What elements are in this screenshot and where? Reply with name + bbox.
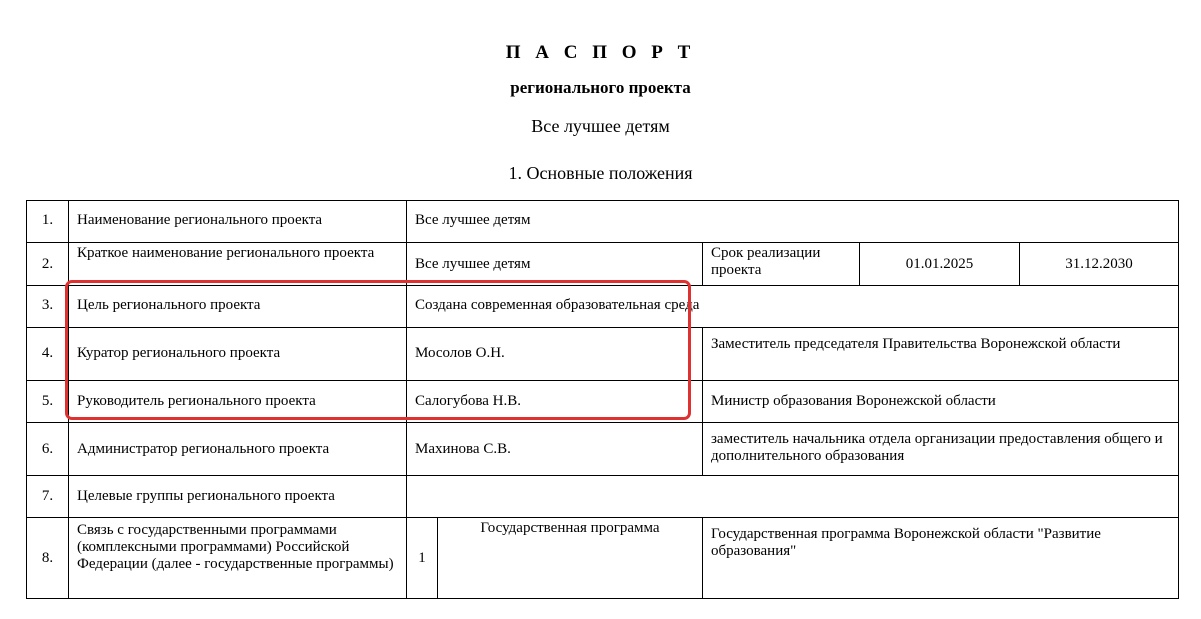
- row-border: [26, 517, 1179, 518]
- row-number: 5.: [41, 393, 54, 409]
- row-position: Заместитель председателя Правительства Воронежской области: [711, 336, 1121, 352]
- row-position: заместитель начальника отдела организации предоставления общего и дополнительного образования: [711, 431, 1163, 464]
- document-title: П А С П О Р Т: [505, 42, 696, 63]
- row-number: 7.: [41, 488, 54, 504]
- col-border: [1178, 200, 1179, 599]
- row-number: 4.: [41, 345, 54, 361]
- row-label: Администратор регионального проекта: [77, 441, 330, 457]
- row-label: Цель регионального проекта: [77, 297, 261, 313]
- row-value: Создана современная образовательная среда: [415, 297, 700, 313]
- row-number: 2.: [41, 256, 54, 272]
- row-value: Салогубова Н.В.: [415, 393, 521, 409]
- program-sub-number: 1: [418, 550, 426, 566]
- row-label: Наименование регионального проекта: [77, 212, 323, 228]
- document-subtitle: регионального проекта: [510, 78, 691, 97]
- row-number: 1.: [41, 212, 54, 228]
- program-type: Государственная программа: [480, 520, 660, 536]
- section-title: 1. Основные положения: [508, 163, 693, 183]
- highlight-frame: [65, 280, 691, 420]
- row-value: Все лучшее детям: [415, 256, 531, 272]
- row-label: Краткое наименование регионального проекта: [77, 245, 375, 261]
- row-value: Все лучшее детям: [415, 212, 531, 228]
- row-label: Связь с государственными программами (комплексными программами) Российской Федерации (далее - государственные программы): [77, 522, 394, 572]
- row-label: Куратор регионального проекта: [77, 345, 281, 361]
- col-border: [702, 242, 703, 285]
- row-number: 8.: [41, 550, 54, 566]
- row-border: [26, 475, 1179, 476]
- row-border: [26, 598, 1179, 599]
- row-position: Министр образования Воронежской области: [711, 393, 996, 409]
- row-number: 3.: [41, 297, 54, 313]
- row-number: 6.: [41, 441, 54, 457]
- start-date: 01.01.2025: [905, 256, 974, 272]
- term-label: Срок реализации проекта: [711, 245, 821, 278]
- row-border: [26, 422, 1179, 423]
- row-border: [26, 200, 1179, 201]
- row-label: Целевые группы регионального проекта: [77, 488, 335, 504]
- col-border: [702, 327, 703, 475]
- row-value: Махинова С.В.: [415, 441, 511, 457]
- project-name-heading: Все лучшее детям: [531, 116, 670, 136]
- row-border: [26, 242, 1179, 243]
- col-border: [702, 517, 703, 599]
- row-label: Руководитель регионального проекта: [77, 393, 316, 409]
- row-value: Мосолов О.Н.: [415, 345, 505, 361]
- program-name: Государственная программа Воронежской области "Развитие образования": [711, 526, 1101, 559]
- end-date: 31.12.2030: [1065, 256, 1133, 272]
